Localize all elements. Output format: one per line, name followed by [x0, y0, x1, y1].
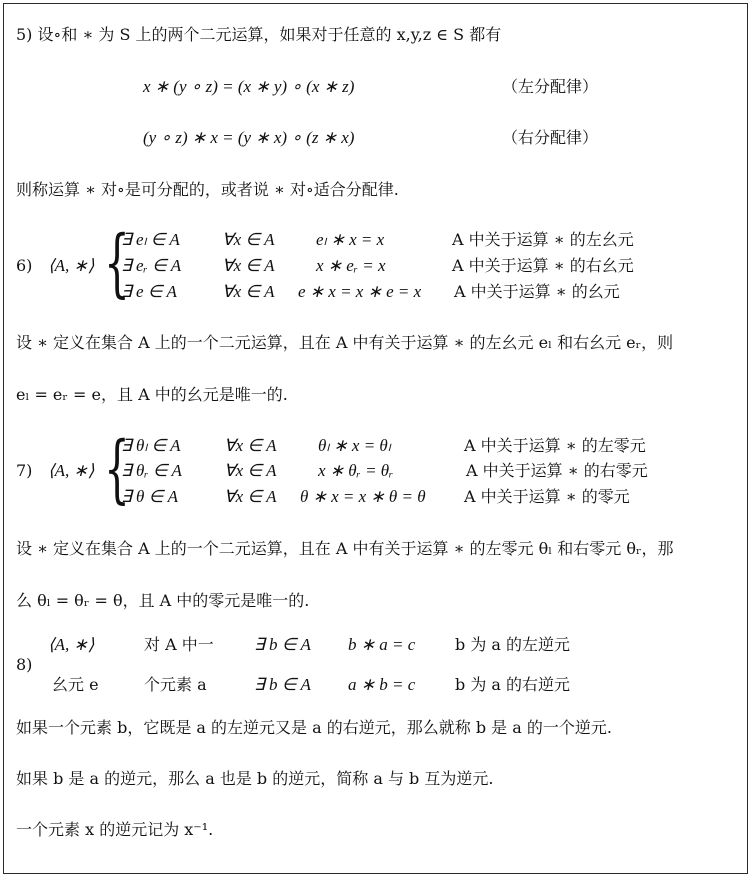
s7-row-exists: ∃ θₗ ∈ A	[121, 436, 181, 455]
s7-brace: {	[104, 426, 130, 512]
s6-theorem-line1: 设 ∗ 定义在集合 A 上的一个二元运算，且在 A 中有关于运算 ∗ 的左幺元 eₗ 和右幺元 eᵣ，则	[16, 333, 674, 352]
s8-inverse-notation: 一个元素 x 的逆元记为 x⁻¹.	[16, 820, 214, 839]
s6-row-description: A 中关于运算 ∗ 的幺元	[454, 282, 620, 301]
s5-heading: 5) 设∘和 ∗ 为 S 上的两个二元运算，如果对于任意的 x,y,z ∈ S 都有	[16, 25, 502, 44]
s6-brace: {	[104, 220, 130, 306]
s7-theorem-line2: 么 θₗ = θᵣ = θ，且 A 中的零元是唯一的.	[16, 591, 310, 610]
s6-row-description: A 中关于运算 ∗ 的右幺元	[452, 256, 634, 275]
s7-row-exists: ∃ θᵣ ∈ A	[121, 461, 182, 480]
s6-row-exists: ∃ eₗ ∈ A	[121, 230, 180, 249]
s7-algebra-pair: ⟨A, ∗⟩	[48, 461, 95, 480]
s7-theorem-line1: 设 ∗ 定义在集合 A 上的一个二元运算，且在 A 中有关于运算 ∗ 的左零元 θₗ 和右零元 θᵣ，那	[16, 539, 674, 558]
s6-row-equation: e ∗ x = x ∗ e = x	[298, 282, 422, 301]
s5-conclusion: 则称运算 ∗ 对∘是可分配的，或者说 ∗ 对∘适合分配律.	[16, 180, 399, 199]
s5-right-distributive-eq: (y ∘ z) ∗ x = (y ∗ x) ∘ (z ∗ x)	[143, 128, 355, 147]
s8-cell-equation: a ∗ b = c	[348, 675, 416, 694]
s5-left-distributive-eq: x ∗ (y ∘ z) = (x ∗ y) ∘ (x ∗ z)	[143, 77, 355, 96]
s6-row-forall: ∀x ∈ A	[222, 282, 275, 301]
s7-row-description: A 中关于运算 ∗ 的右零元	[466, 461, 648, 480]
s6-number: 6)	[16, 256, 33, 275]
s6-row-exists: ∃ e ∈ A	[121, 282, 177, 301]
s8-inverse-definition: 如果一个元素 b，它既是 a 的左逆元又是 a 的右逆元，那么就称 b 是 a 的一个逆元.	[16, 718, 612, 737]
s8-cell-description: b 为 a 的左逆元	[455, 635, 571, 654]
s8-number: 8)	[16, 655, 33, 674]
s8-cell-equation: b ∗ a = c	[348, 635, 416, 654]
s6-row-equation: eₗ ∗ x = x	[316, 230, 385, 249]
s7-row-forall: ∀x ∈ A	[224, 436, 277, 455]
s8-cell-scope: 个元素 a	[144, 675, 207, 694]
s5-right-distributive-label: （右分配律）	[502, 128, 599, 147]
s7-row-description: A 中关于运算 ∗ 的零元	[464, 487, 630, 506]
s8-cell-exists: ∃ b ∈ A	[254, 675, 311, 694]
s6-row-forall: ∀x ∈ A	[222, 256, 275, 275]
s7-row-equation: θₗ ∗ x = θₗ	[318, 436, 391, 455]
s8-cell-algebra: ⟨A, ∗⟩	[48, 635, 95, 654]
s6-row-forall: ∀x ∈ A	[222, 230, 275, 249]
s7-row-forall: ∀x ∈ A	[224, 487, 277, 506]
s7-row-equation: x ∗ θᵣ = θᵣ	[318, 461, 394, 480]
s7-row-description: A 中关于运算 ∗ 的左零元	[464, 436, 646, 455]
s8-mutual-inverse: 如果 b 是 a 的逆元，那么 a 也是 b 的逆元，简称 a 与 b 互为逆元.	[16, 769, 494, 788]
s7-row-equation: θ ∗ x = x ∗ θ = θ	[300, 487, 426, 506]
s6-algebra-pair: ⟨A, ∗⟩	[48, 256, 95, 275]
s8-cell-scope: 对 A 中一	[144, 635, 214, 654]
s6-row-equation: x ∗ eᵣ = x	[316, 256, 386, 275]
s6-row-description: A 中关于运算 ∗ 的左幺元	[452, 230, 634, 249]
s8-cell-identity: 幺元 e	[52, 675, 99, 694]
s8-cell-exists: ∃ b ∈ A	[254, 635, 311, 654]
s7-row-exists: ∃ θ ∈ A	[121, 487, 179, 506]
s6-row-exists: ∃ eᵣ ∈ A	[121, 256, 182, 275]
s8-cell-description: b 为 a 的右逆元	[455, 675, 571, 694]
s6-theorem-line2: eₗ = eᵣ = e，且 A 中的幺元是唯一的.	[16, 385, 288, 404]
s5-left-distributive-label: （左分配律）	[502, 77, 599, 96]
s7-row-forall: ∀x ∈ A	[224, 461, 277, 480]
s7-number: 7)	[16, 461, 33, 480]
